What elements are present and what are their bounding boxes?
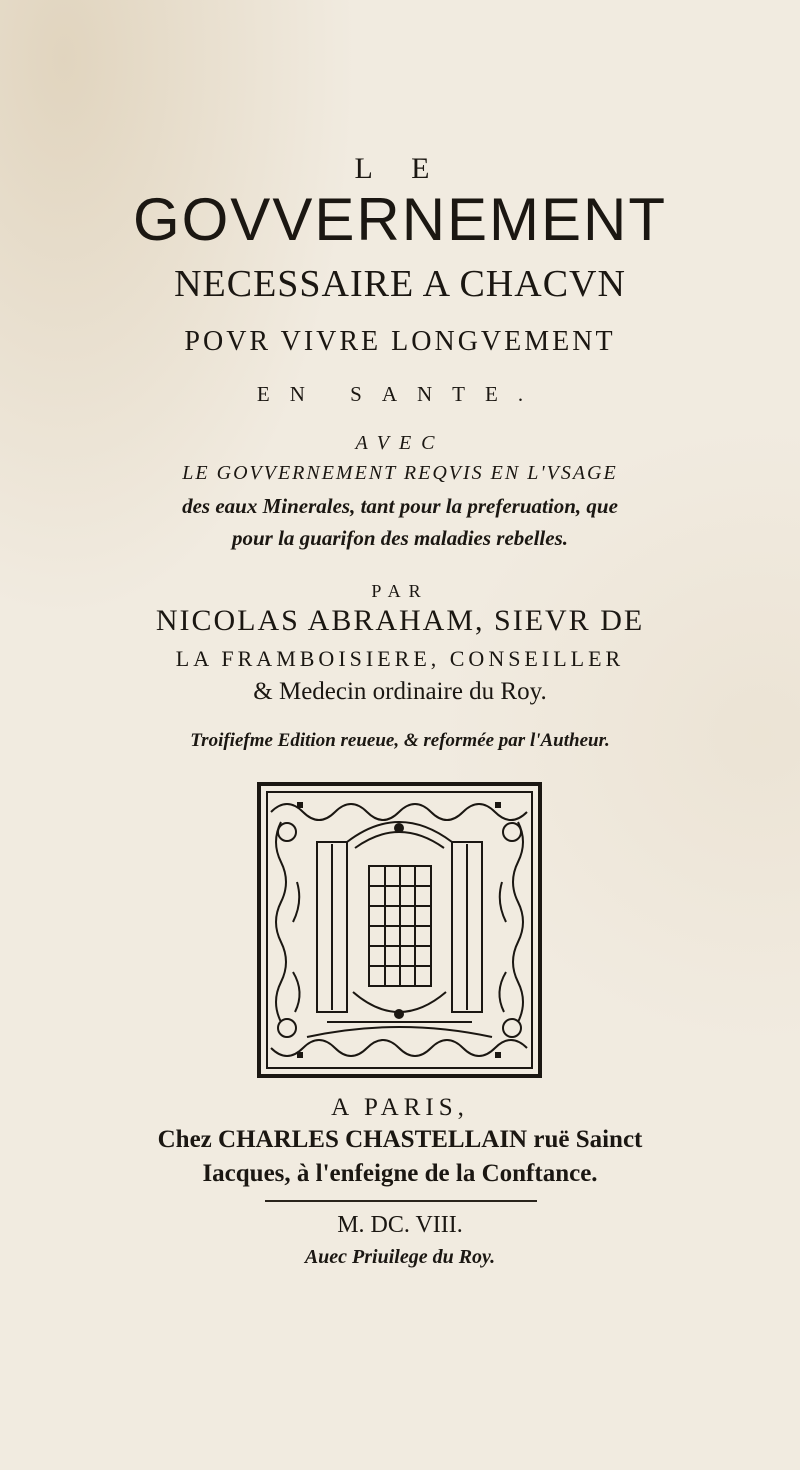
title-line-4: EN SANTE. bbox=[256, 382, 544, 406]
imprint-city: A PARIS, bbox=[331, 1094, 469, 1121]
printers-mark-woodcut bbox=[257, 782, 542, 1078]
imprint-address: Iacques, à l'enfeigne de la Conftance. bbox=[202, 1160, 598, 1187]
author-title-1: LA FRAMBOISIERE, CONSEILLER bbox=[175, 646, 625, 671]
edition-note: Troifiefme Edition reueue, & reformée par l'Autheur. bbox=[190, 730, 610, 751]
privilege-note: Auec Priuilege du Roy. bbox=[304, 1246, 496, 1268]
author-par: PAR bbox=[371, 581, 429, 601]
author-name: NICOLAS ABRAHAM, SIEVR DE bbox=[155, 604, 645, 637]
imprint-publisher: Chez CHARLES CHASTELLAIN ruë Sainct bbox=[157, 1126, 643, 1153]
title-line-3: POVR VIVRE LONGVEMENT bbox=[184, 326, 616, 357]
author-title-2: & Medecin ordinaire du Roy. bbox=[253, 678, 547, 705]
subtitle-line-1: LE GOVVERNEMENT REQVIS EN L'VSAGE bbox=[182, 462, 618, 484]
title-main: GOVVERNEMENT bbox=[132, 186, 668, 253]
subtitle-avec: AVEC bbox=[355, 432, 445, 454]
imprint-date: M. DC. VIII. bbox=[337, 1212, 463, 1238]
title-article: L E bbox=[354, 152, 446, 185]
imprint-rule bbox=[265, 1200, 537, 1202]
subtitle-line-3: pour la guarifon des maladies rebelles. bbox=[231, 526, 568, 550]
title-line-2: NECESSAIRE A CHACVN bbox=[174, 263, 626, 305]
subtitle-line-2: des eaux Minerales, tant pour la preferuation, que bbox=[182, 494, 618, 518]
